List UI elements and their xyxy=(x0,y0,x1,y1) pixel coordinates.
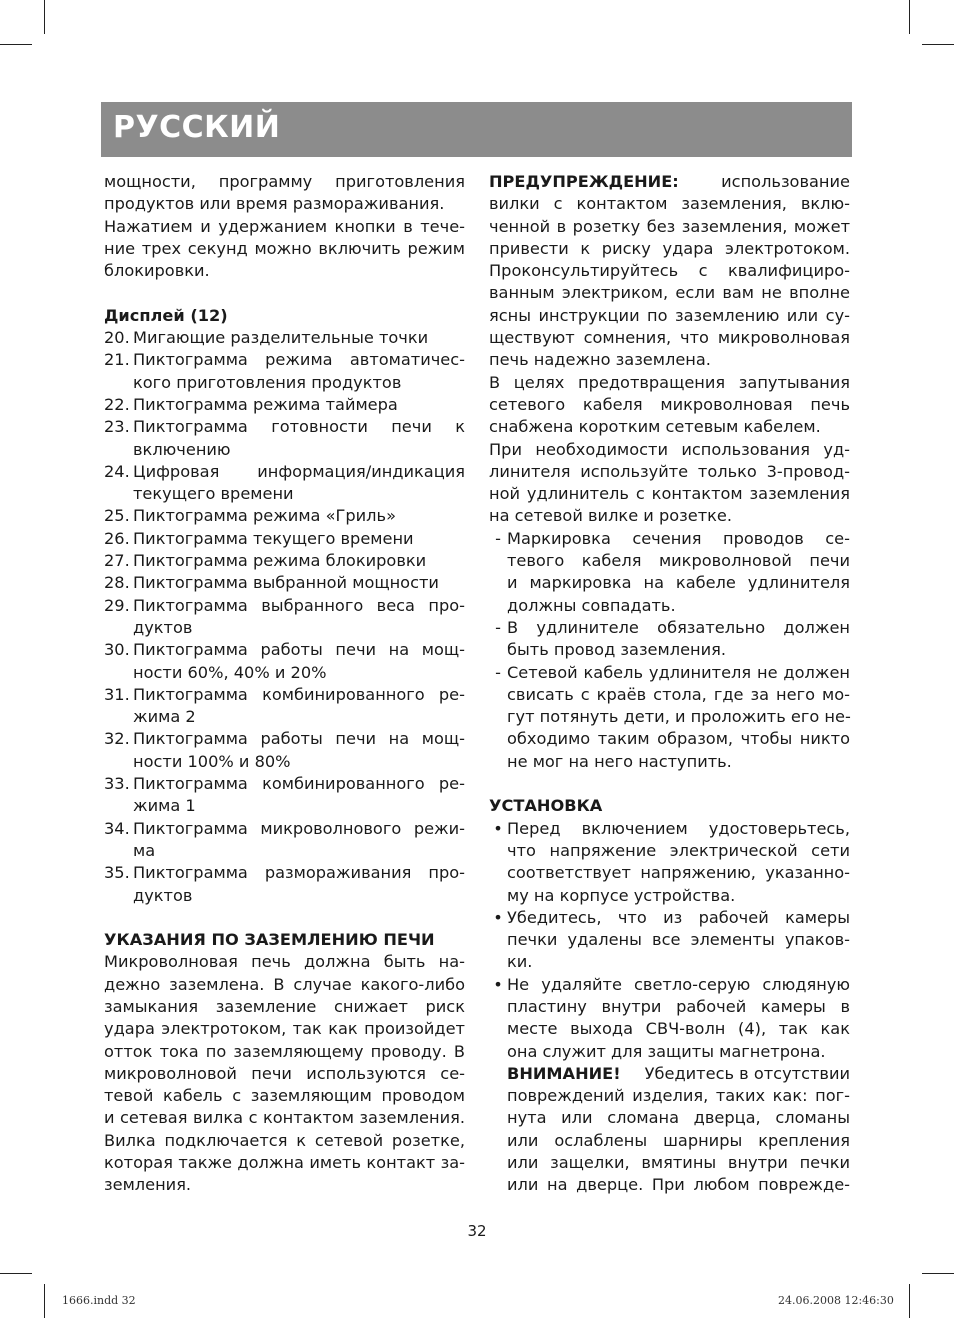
item-text: Пиктограмма текущего времени xyxy=(133,528,414,548)
list-item xyxy=(489,617,850,662)
list-item xyxy=(104,416,465,461)
text-line: нута или сломана дверца, сломаны xyxy=(507,1108,850,1128)
text-fragment: Убедитесь в отсутствии xyxy=(644,1063,850,1083)
list-item xyxy=(104,639,465,684)
list-item xyxy=(489,907,850,974)
item-text: тевого кабеля микроволновой печи xyxy=(507,551,850,571)
bullet-list xyxy=(489,818,850,1063)
item-number: 34. xyxy=(104,818,130,838)
attention-paragraph xyxy=(489,1063,850,1197)
cable-paragraph xyxy=(489,372,850,439)
grounding-paragraph xyxy=(104,951,465,1196)
text-line: или на дверце. При любом поврежде- xyxy=(507,1175,850,1195)
item-text: свисать с краёв стола, где за него мо- xyxy=(507,684,850,704)
item-text: текущего времени xyxy=(133,484,294,504)
item-text: Перед включением удостоверьтесь, xyxy=(507,818,850,838)
item-text: Сетевой кабель удлинителя не должен xyxy=(507,662,850,682)
crop-mark xyxy=(0,1273,32,1274)
text-line: Вилка подключается к сетевой розетке, xyxy=(104,1130,465,1150)
item-text: месте выхода СВЧ-волн (4), так как xyxy=(507,1019,850,1039)
item-number: 22. xyxy=(104,394,130,414)
list-item xyxy=(104,728,465,773)
item-text: она служит для защиты магнетрона. xyxy=(507,1041,826,1061)
item-text: ности 60%, 40% и 20% xyxy=(133,662,327,682)
item-text: что напряжение электрической сети xyxy=(507,840,850,860)
list-item xyxy=(489,818,850,907)
item-text: дуктов xyxy=(133,885,193,905)
text-line: или защелки, вмятины внутри печки xyxy=(507,1153,850,1173)
item-number: 35. xyxy=(104,863,130,883)
list-item xyxy=(104,595,465,640)
item-text: Мигающие разделительные точки xyxy=(133,328,429,348)
item-text: Пиктограмма режима таймера xyxy=(133,394,398,414)
item-text: гут потянуть дети, и проложить его не- xyxy=(507,707,851,727)
text-line: Микроволновая печь должна быть на- xyxy=(104,952,465,972)
item-text: пластину внутри рабочей камеры в xyxy=(507,996,850,1016)
item-number: 30. xyxy=(104,640,130,660)
text-line: блокировки. xyxy=(104,261,210,281)
crop-mark xyxy=(0,44,32,45)
list-item xyxy=(104,572,465,594)
item-number: 33. xyxy=(104,774,130,794)
item-text: Пиктограмма микроволнового режи- xyxy=(133,818,465,838)
intro-paragraph xyxy=(104,171,465,282)
item-text: Пиктограмма режима «Гриль» xyxy=(133,506,396,526)
item-text: жима 1 xyxy=(133,796,196,816)
text-line: которая также должна иметь контакт за- xyxy=(104,1153,465,1173)
item-text: Пиктограмма готовности печи к xyxy=(133,417,465,437)
item-text: ма xyxy=(133,840,156,860)
text-line: Проконсультируйтесь с квалифициро- xyxy=(489,261,850,281)
item-text: Пиктограмма комбинированного ре- xyxy=(133,684,465,704)
banner-title: РУССКИЙ xyxy=(113,110,281,145)
text-fragment: использование xyxy=(721,172,850,191)
list-item xyxy=(104,461,465,506)
text-line: земления. xyxy=(104,1175,192,1195)
item-number: 28. xyxy=(104,573,130,593)
text-line: ществуют сомнения, что микроволновая xyxy=(489,328,850,348)
list-item xyxy=(104,684,465,729)
item-text: быть провод заземления. xyxy=(507,640,727,660)
item-text: включению xyxy=(133,439,231,459)
item-number: 31. xyxy=(104,684,130,704)
crop-mark xyxy=(922,1273,954,1274)
list-item xyxy=(104,862,465,907)
list-item xyxy=(489,528,850,617)
item-text: Пиктограмма режима блокировки xyxy=(133,551,427,571)
list-item xyxy=(104,818,465,863)
crop-mark xyxy=(922,44,954,45)
bullet-marker: • xyxy=(493,974,503,994)
right-column xyxy=(489,171,850,1197)
text-line: и сетевая вилка с контактом заземления. xyxy=(104,1108,465,1128)
bullet-marker: • xyxy=(493,818,503,838)
list-item xyxy=(104,550,465,572)
item-text: Пиктограмма работы печи на мощ- xyxy=(133,640,465,660)
item-text: ности 100% и 80% xyxy=(133,751,291,771)
item-text: ки. xyxy=(507,952,533,972)
item-text: дуктов xyxy=(133,617,193,637)
text-line: ясны инструкции по заземлению или су- xyxy=(489,305,850,325)
list-item xyxy=(104,394,465,416)
item-number: 26. xyxy=(104,528,130,548)
text-line: сетевого кабеля микроволновая печь xyxy=(489,394,850,414)
text-line: снабжена коротким сетевым кабелем. xyxy=(489,417,821,437)
text-line: ченной в розетку без заземления, может xyxy=(489,216,850,236)
item-text: жима 2 xyxy=(133,707,196,727)
item-number: 20. xyxy=(104,328,130,348)
text-line: Нажатием и удержанием кнопки в тече- xyxy=(104,216,465,236)
dash-list xyxy=(489,528,850,773)
dash-marker: - xyxy=(495,662,501,682)
item-text: Пиктограмма выбранной мощности xyxy=(133,573,439,593)
text-line: повреждений изделия, таких как: пог- xyxy=(507,1086,850,1106)
item-text: Пиктограмма размораживания про- xyxy=(133,863,465,883)
item-text: Пиктограмма выбранного веса про- xyxy=(133,595,465,615)
text-line: на сетевой вилке и розетке. xyxy=(489,506,733,526)
text-line: ванным электриком, если вам не вполне xyxy=(489,283,850,303)
crop-mark xyxy=(909,0,910,34)
footer-file: 1666.indd 32 xyxy=(62,1294,136,1307)
item-text: не мог на него наступить. xyxy=(507,751,732,771)
footer-timestamp: 24.06.2008 12:46:30 xyxy=(778,1294,894,1307)
warning-paragraph xyxy=(489,171,850,372)
language-banner xyxy=(101,102,852,157)
install-heading: УСТАНОВКА xyxy=(489,796,603,816)
text-line: ной удлинитель с контактом заземления xyxy=(489,484,850,504)
list-item xyxy=(489,974,850,1063)
text-line: замыкания заземление снижает риск xyxy=(104,996,465,1016)
warning-label: ПРЕДУПРЕЖДЕНИЕ: xyxy=(489,172,679,191)
item-number: 24. xyxy=(104,461,130,481)
item-text: Пиктограмма работы печи на мощ- xyxy=(133,729,465,749)
crop-mark xyxy=(909,1284,910,1318)
list-item xyxy=(104,327,465,349)
item-text: соответствует напряжению, указанно- xyxy=(507,863,850,883)
text-line: мощности, программу приготовления xyxy=(104,172,465,191)
text-line: линителя используйте только 3-провод- xyxy=(489,461,850,481)
item-text: Не удаляйте светло-серую слюдяную xyxy=(507,974,850,994)
item-number: 23. xyxy=(104,417,130,437)
text-line: В целях предотвращения запутывания xyxy=(489,372,850,392)
item-text: Убедитесь, что из рабочей камеры xyxy=(507,907,850,927)
page-number: 32 xyxy=(467,1222,487,1240)
text-line: или ослаблены шарниры крепления xyxy=(507,1130,850,1150)
text-line: тевой кабель с заземляющим проводом xyxy=(104,1086,465,1106)
item-number: 29. xyxy=(104,595,130,615)
list-item xyxy=(104,528,465,550)
display-list xyxy=(104,327,465,907)
item-text: кого приготовления продуктов xyxy=(133,372,402,392)
crop-mark xyxy=(44,0,45,34)
text-line: продуктов или время размораживания. xyxy=(104,194,445,214)
text-line: При необходимости использования уд- xyxy=(489,439,850,459)
text-line: печь надежно заземлена. xyxy=(489,350,711,370)
text-line: отток тока по заземляющему проводу. В xyxy=(104,1041,465,1061)
bullet-marker: • xyxy=(493,907,503,927)
item-text: должны совпадать. xyxy=(507,595,676,615)
list-item xyxy=(104,773,465,818)
text-line: удара электротоком, так как произойдет xyxy=(104,1019,465,1039)
item-text: Маркировка сечения проводов се- xyxy=(507,528,850,548)
item-text: печки удалены все элементы упаков- xyxy=(507,930,850,950)
attention-label: ВНИМАНИЕ! xyxy=(507,1063,621,1083)
item-text: обходимо таким образом, чтобы никто xyxy=(507,729,850,749)
item-text: Пиктограмма комбинированного ре- xyxy=(133,774,465,794)
display-heading: Дисплей (12) xyxy=(104,305,228,325)
text-line: ние трех секунд можно включить режим xyxy=(104,238,465,258)
dash-marker: - xyxy=(495,617,501,637)
item-text: Пиктограмма режима автоматичес- xyxy=(133,350,465,370)
item-number: 32. xyxy=(104,729,130,749)
list-item xyxy=(489,662,850,773)
dash-marker: - xyxy=(495,528,501,548)
extension-paragraph xyxy=(489,439,850,528)
item-text: Цифровая информация/индикация xyxy=(133,461,465,481)
text-line: микроволновой печи используются се- xyxy=(104,1063,465,1083)
text-line: привести к риску удара электротоком. xyxy=(489,238,850,258)
item-number: 21. xyxy=(104,350,130,370)
item-text: му на корпусе устройства. xyxy=(507,885,736,905)
crop-mark xyxy=(44,1284,45,1318)
text-line: дежно заземлена. В случае какого-либо xyxy=(104,974,465,994)
grounding-heading: УКАЗАНИЯ ПО ЗАЗЕМЛЕНИЮ ПЕЧИ xyxy=(104,930,435,950)
item-text: и маркировка на кабеле удлинителя xyxy=(507,573,850,593)
left-column xyxy=(104,171,465,1197)
item-number: 25. xyxy=(104,506,130,526)
item-text: В удлинителе обязательно должен xyxy=(507,617,850,637)
list-item xyxy=(104,349,465,394)
item-number: 27. xyxy=(104,551,130,571)
list-item xyxy=(104,505,465,527)
text-line: вилки с контактом заземления, вклю- xyxy=(489,194,850,214)
